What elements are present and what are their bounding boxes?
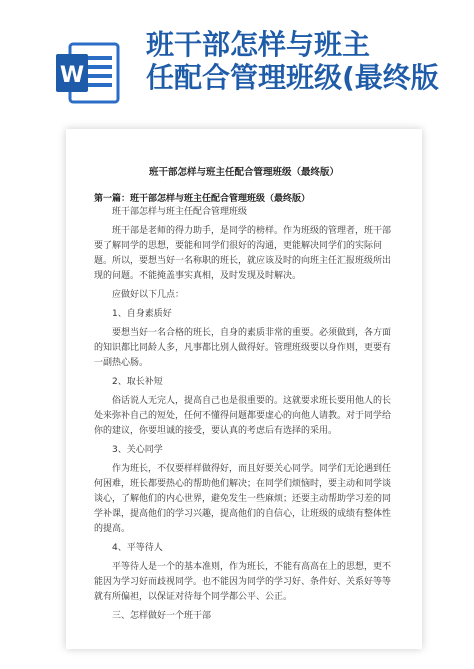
paragraph: 应做好以下几点： <box>112 290 185 300</box>
paragraph: 班干部是老师的得力助手，是同学的榜样。作为班级的管理者，班干部要了解同学的思想，要能和同学们很好的沟通，更能解决同学们的实际问题。所以，要想当好一名称职的班长，就应该及时的向班主任汇报班级所出现的问题。不能掩盖事实真相，及时发现及时解决。 <box>94 226 392 281</box>
banner-title <box>146 28 474 94</box>
paragraph: 要想当好一名合格的班长，自身的素质非常的重要。必须做到，各方面的知识都比同龄人多，凡事都比别人做得好。管理班级要以身作则，更要有一副热心肠。 <box>94 328 392 368</box>
word-icon-letter: W <box>59 63 85 88</box>
document-title: 班干部怎样与班主任配合管理班级（最终版） <box>148 167 339 178</box>
section-heading: 1、自身素质好 <box>112 309 172 319</box>
paragraph: 俗话说人无完人，提高自己也是很重要的。这就要求班长要用他人的长处来弥补自己的短处，任何不懂得问题都要虚心的向他人请教。对于同学给你的建议，你要坦诚的接受，要认真的考虑后有选择的采用。 <box>94 396 392 436</box>
banner-title-line2: 任配合管理班级(最终版 <box>146 61 439 94</box>
banner-title-line1: 班干部怎样与班主 <box>146 28 371 61</box>
banner <box>0 0 474 120</box>
document-page <box>66 129 422 649</box>
document-heading: 第一篇：班干部怎样与班主任配合管理班级（最终版） <box>94 194 311 204</box>
paragraph: 平等待人是一个的基本准则，作为班长，不能有高高在上的思想，更不能因为学习好而歧视同学。也不能因为同学的学习好、条件好、关系好等等就有所偏袒，以保证对待每个同学都公平、公正。 <box>94 562 392 602</box>
paragraph: 作为班长，不仅要样样做得好，而且好要关心同学。同学们无论遇到任何困难，班长都要热心的帮助他们解决；在同学们烦恼时，要主动和同学谈谈心，了解他们的内心世界，避免发生一些麻烦；还要主动帮助学习差的同学补课，提高他们的学习兴趣，提高他们的自信心，让班级的成绩有整体性的提高。 <box>94 464 392 534</box>
section-heading: 4、平等待人 <box>112 543 163 553</box>
section-heading: 三、怎样做好一个班干部 <box>112 611 212 621</box>
paragraph: 班干部怎样与班主任配合管理班级 <box>112 207 248 217</box>
word-document-icon <box>54 42 120 104</box>
section-heading: 2、取长补短 <box>112 377 163 387</box>
section-heading: 3、关心同学 <box>112 445 163 455</box>
document-body <box>94 205 398 628</box>
